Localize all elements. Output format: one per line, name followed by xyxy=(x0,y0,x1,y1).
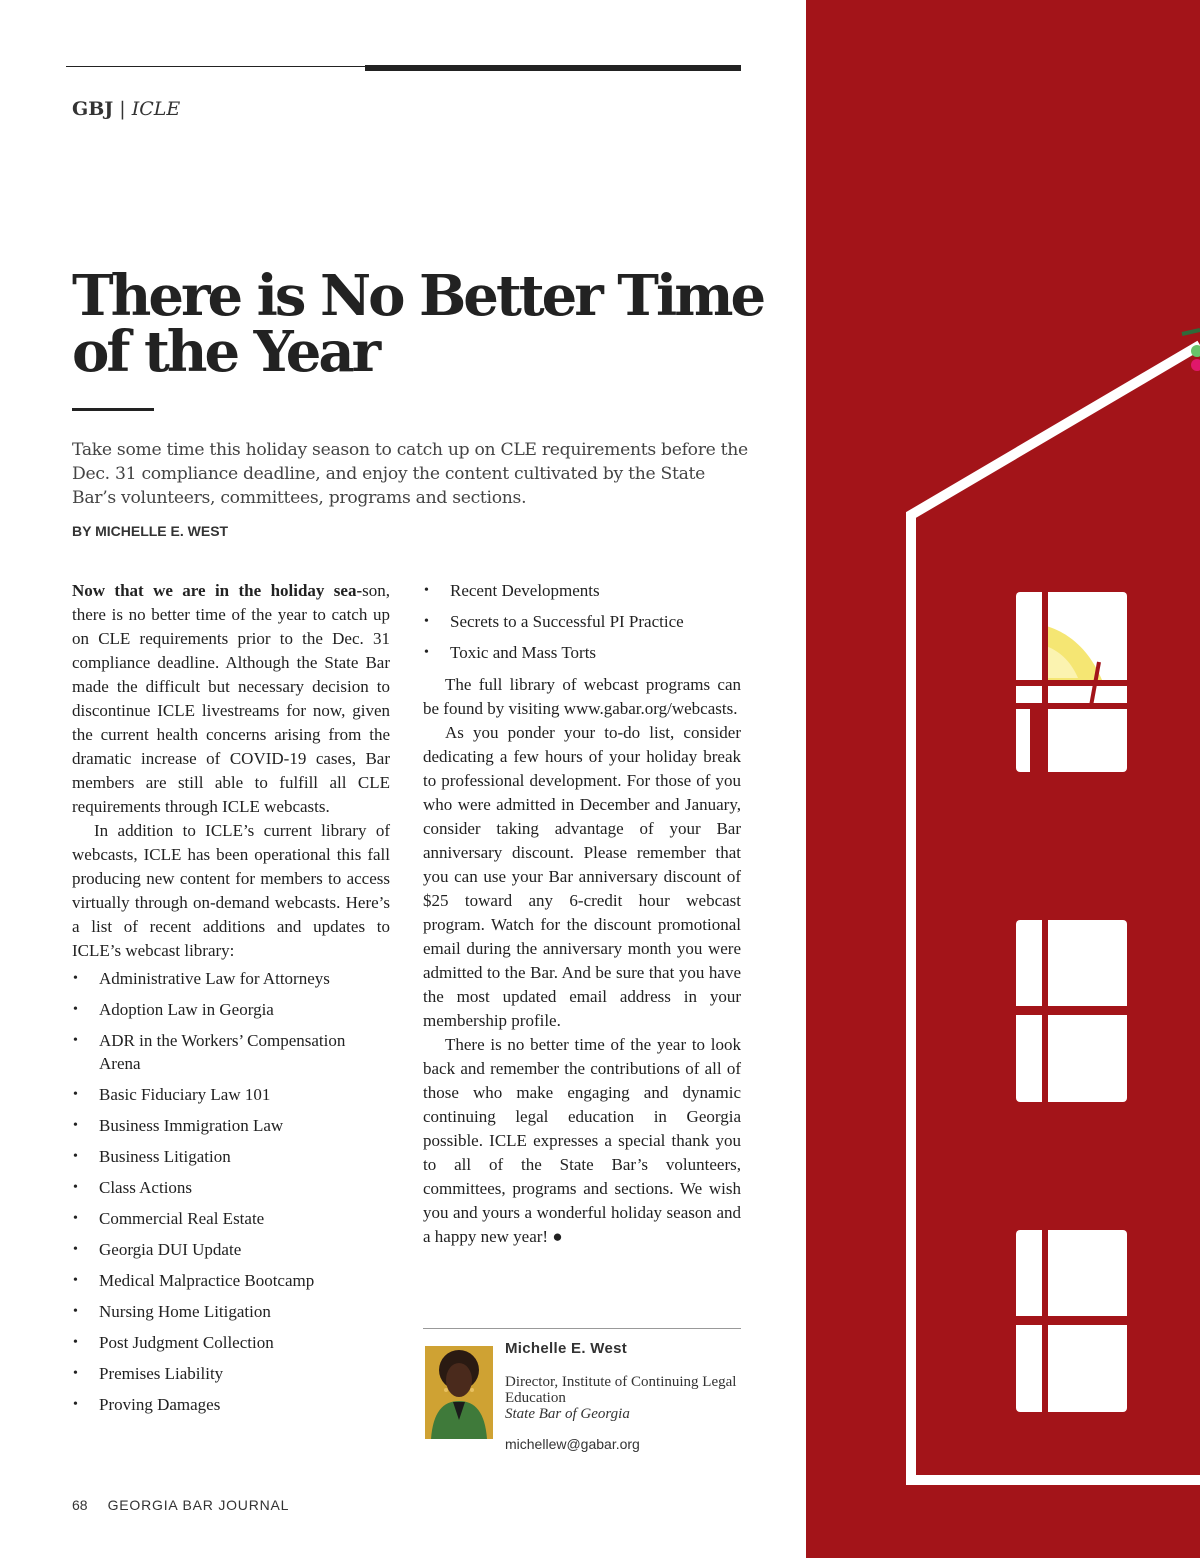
paragraph-1 xyxy=(72,579,390,819)
list-item-text: Recent Developments xyxy=(450,581,600,600)
list-item-text: Business Litigation xyxy=(99,1147,231,1166)
list-item xyxy=(72,1238,390,1261)
list-item xyxy=(72,967,390,990)
list-item-text: Administrative Law for Attorneys xyxy=(99,969,330,988)
red-background xyxy=(806,0,1200,1558)
bullet-icon: • xyxy=(73,1118,78,1133)
list-item-text: Secrets to a Successful PI Practice xyxy=(450,612,684,631)
paragraph-3: The full library of webcast programs can be found by visiting www.gabar.org/webcasts. xyxy=(423,675,741,718)
holiday-house-illustration xyxy=(806,0,1200,1558)
publication-name: GEORGIA BAR JOURNAL xyxy=(107,1497,290,1513)
bullet-icon: • xyxy=(73,1149,78,1164)
article-title: There is No Better Time of the Year xyxy=(72,263,764,385)
paragraph-2: In addition to ICLE’s current library of webcasts, ICLE has been operational this fall producing new content for members to access virtually through on-demand webcasts. Here’s a list of recent additions and updates to ICLE’s webcast library: xyxy=(72,821,390,960)
list-item-text: Commercial Real Estate xyxy=(99,1209,265,1228)
bullet-icon: • xyxy=(73,1273,78,1288)
list-item-text: Basic Fiduciary Law 101 xyxy=(99,1085,271,1104)
bullet-icon: • xyxy=(424,583,429,598)
bio-divider xyxy=(423,1328,741,1329)
title-underline xyxy=(72,408,154,411)
list-item xyxy=(72,1176,390,1199)
paragraph-4: As you ponder your to-do list, consider dedicating a few hours of your holiday break to professional development. For those of you who were admitted in December and January, consider taking advantage of your Bar anniversary discount. Please remember that you can use your Bar anniversary discount of $25 toward any 6-credit hour webcast program. Watch for the discount promotional email during the anniversary month you were admitted to the Bar. And be sure that you have the most updated email address in your membership profile. xyxy=(423,723,741,1030)
list-item-text: Medical Malpractice Bootcamp xyxy=(99,1271,315,1290)
top-rule-thick xyxy=(365,65,741,71)
list-item xyxy=(72,1331,390,1354)
author-organization: State Bar of Georgia xyxy=(505,1406,630,1422)
bullet-icon: • xyxy=(73,1033,78,1048)
bullet-icon: • xyxy=(73,1242,78,1257)
top-rule-thin xyxy=(66,66,366,67)
bullet-icon: • xyxy=(73,1366,78,1381)
bullet-icon: • xyxy=(73,1335,78,1350)
list-item xyxy=(72,1269,390,1292)
bullet-icon: • xyxy=(424,645,429,660)
list-item xyxy=(72,1029,390,1075)
bullet-icon: • xyxy=(73,1397,78,1412)
list-item xyxy=(72,1114,390,1137)
article-deck: Take some time this holiday season to catch up on CLE requirements before the Dec. 31 compliance deadline, and enjoy the content cultivated by the State Bar’s volunteers, committees, programs and sections. xyxy=(72,440,748,508)
list-item xyxy=(423,610,741,633)
section-label xyxy=(72,98,180,120)
author-email: michellew@gabar.org xyxy=(505,1436,640,1452)
bullet-icon: • xyxy=(73,1180,78,1195)
list-item xyxy=(72,1362,390,1385)
list-item-text: Post Judgment Collection xyxy=(99,1333,274,1352)
list-item xyxy=(72,1083,390,1106)
column-left xyxy=(72,579,390,1424)
list-item-text: Georgia DUI Update xyxy=(99,1240,242,1259)
section-separator: | xyxy=(119,98,126,120)
author-name: Michelle E. West xyxy=(505,1340,628,1357)
column-right xyxy=(423,579,741,1249)
list-item-text: Toxic and Mass Torts xyxy=(450,643,597,662)
webcast-list-right xyxy=(423,579,741,664)
bullet-icon: • xyxy=(73,1087,78,1102)
section-name: ICLE xyxy=(131,98,181,120)
bullet-icon: • xyxy=(73,1002,78,1017)
webcast-list-left xyxy=(72,967,390,1416)
list-item-text: Class Actions xyxy=(99,1178,193,1197)
list-item-text: Nursing Home Litigation xyxy=(99,1302,271,1321)
list-item-text: ADR in the Workers’ Compensation Arena xyxy=(99,1031,346,1073)
list-item xyxy=(72,1393,390,1416)
author-photo xyxy=(425,1346,493,1439)
paragraph-1-text: son, there is no better time of the year to catch up on CLE requirements prior to the Dec. 31 compliance deadline. Although the State Bar made the difficult but necessary decision to discontinue ICLE livestreams for now, given the current health concerns arising from the dramatic increase of COVID-19 cases, Bar members are still able to fulfill all CLE requirements through ICLE webcasts. xyxy=(72,581,390,816)
list-item-text: Adoption Law in Georgia xyxy=(99,1000,274,1019)
list-item xyxy=(72,1145,390,1168)
page-number: 68 xyxy=(72,1497,88,1513)
list-item-text: Business Immigration Law xyxy=(99,1116,284,1135)
author-title: Director, Institute of Continuing Legal Education xyxy=(505,1374,737,1406)
page-footer xyxy=(72,1497,289,1513)
paragraph-5: There is no better time of the year to look back and remember the contributions of all of those who make engaging and dynamic continuing legal education in Georgia possible. ICLE expresses a special thank you to all of the State Bar’s volunteers, committees, programs and sections. We wish you and yours a wonderful holiday season and a happy new year! ● xyxy=(423,1035,741,1246)
bullet-icon: • xyxy=(424,614,429,629)
list-item xyxy=(72,1207,390,1230)
list-item-text: Proving Damages xyxy=(99,1395,221,1414)
bullet-icon: • xyxy=(73,1211,78,1226)
window-bottom xyxy=(1016,1230,1127,1412)
journal-abbrev: GBJ xyxy=(72,98,114,120)
list-item xyxy=(423,579,741,602)
lead-in: Now that we are in the holiday sea- xyxy=(72,581,363,600)
bullet-icon: • xyxy=(73,971,78,986)
window-middle xyxy=(1016,920,1127,1102)
lit-window xyxy=(1016,592,1127,772)
byline: BY MICHELLE E. WEST xyxy=(72,523,229,539)
list-item xyxy=(423,641,741,664)
list-item xyxy=(72,1300,390,1323)
list-item xyxy=(72,998,390,1021)
bullet-icon: • xyxy=(73,1304,78,1319)
list-item-text: Premises Liability xyxy=(99,1364,224,1383)
